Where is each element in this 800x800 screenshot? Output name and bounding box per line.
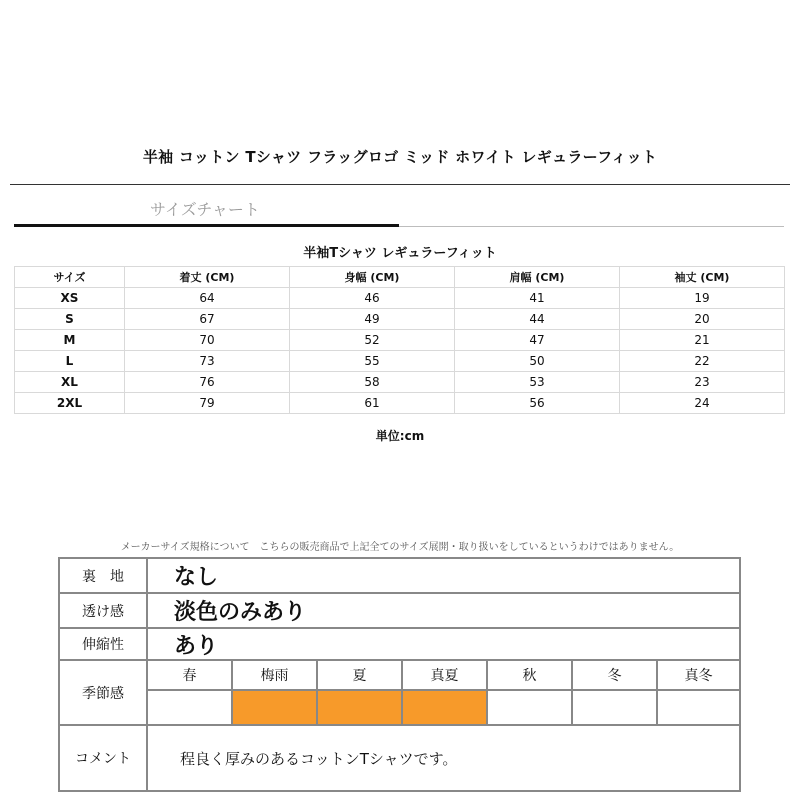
size-label: S xyxy=(15,309,125,330)
season-autumn: 秋 xyxy=(488,661,573,691)
season-indicator-autumn xyxy=(488,691,573,724)
shoulder-value: 56 xyxy=(455,393,620,414)
shoulder-value: 50 xyxy=(455,351,620,372)
size-label: 2XL xyxy=(15,393,125,414)
sleeve-value: 22 xyxy=(620,351,785,372)
table-row xyxy=(15,288,785,309)
width-value: 58 xyxy=(290,372,455,393)
width-value: 55 xyxy=(290,351,455,372)
length-value: 73 xyxy=(125,351,290,372)
length-value: 79 xyxy=(125,393,290,414)
length-value: 76 xyxy=(125,372,290,393)
maker-size-note: メーカーサイズ規格について こちらの販売商品で上記全てのサイズ展開・取り扱いをしているというわけではありません。 xyxy=(120,542,680,553)
lining-label: 裏 地 xyxy=(60,559,148,592)
table-row xyxy=(15,330,785,351)
spec-table xyxy=(58,557,741,792)
season-indicator-rainy xyxy=(233,691,318,724)
sleeve-value: 19 xyxy=(620,288,785,309)
season-midwinter: 真冬 xyxy=(658,661,739,691)
size-chart-caption: 半袖Tシャツ レギュラーフィット xyxy=(303,246,497,261)
product-title: 半袖 コットン Tシャツ フラッグロゴ ミッド ホワイト レギュラーフィット xyxy=(142,148,658,166)
table-row xyxy=(15,372,785,393)
table-row xyxy=(15,393,785,414)
shoulder-value: 53 xyxy=(455,372,620,393)
spec-row-lining xyxy=(60,559,739,594)
sheer-value: 淡色のみあり xyxy=(174,600,307,625)
tab-size-chart[interactable]: サイズチャート xyxy=(150,200,260,219)
tab-bar-divider xyxy=(399,226,784,227)
length-value: 64 xyxy=(125,288,290,309)
length-value: 70 xyxy=(125,330,290,351)
size-label: XL xyxy=(15,372,125,393)
shoulder-value: 47 xyxy=(455,330,620,351)
header-sleeve: 袖丈 (CM) xyxy=(620,267,785,288)
width-value: 61 xyxy=(290,393,455,414)
comment-label: コメント xyxy=(60,726,148,790)
season-indicator-summer xyxy=(318,691,403,724)
lining-value: なし xyxy=(174,565,219,590)
season-winter: 冬 xyxy=(573,661,658,691)
season-rainy: 梅雨 xyxy=(233,661,318,691)
season-indicator-spring xyxy=(148,691,233,724)
sleeve-value: 20 xyxy=(620,309,785,330)
sheer-label: 透け感 xyxy=(60,594,148,627)
header-size: サイズ xyxy=(15,267,125,288)
season-indicator-midsummer xyxy=(403,691,488,724)
size-chart-table xyxy=(14,266,785,414)
season-spring: 春 xyxy=(148,661,233,691)
spec-row-comment xyxy=(60,726,739,790)
table-header-row xyxy=(15,267,785,288)
table-row xyxy=(15,309,785,330)
stretch-value: あり xyxy=(174,633,219,659)
header-width: 身幅 (CM) xyxy=(290,267,455,288)
shoulder-value: 41 xyxy=(455,288,620,309)
season-label: 季節感 xyxy=(60,661,148,724)
title-divider xyxy=(10,184,790,185)
width-value: 46 xyxy=(290,288,455,309)
size-label: L xyxy=(15,351,125,372)
unit-note: 単位:cm xyxy=(375,429,425,443)
sleeve-value: 24 xyxy=(620,393,785,414)
shoulder-value: 44 xyxy=(455,309,620,330)
season-indicator-winter xyxy=(573,691,658,724)
stretch-label: 伸縮性 xyxy=(60,629,148,659)
length-value: 67 xyxy=(125,309,290,330)
spec-row-stretch xyxy=(60,629,739,661)
table-row xyxy=(15,351,785,372)
width-value: 49 xyxy=(290,309,455,330)
spec-row-season xyxy=(60,661,739,726)
sleeve-value: 23 xyxy=(620,372,785,393)
season-summer: 夏 xyxy=(318,661,403,691)
season-midsummer: 真夏 xyxy=(403,661,488,691)
season-indicator-midwinter xyxy=(658,691,739,724)
active-tab-underline xyxy=(14,224,399,227)
width-value: 52 xyxy=(290,330,455,351)
header-shoulder: 肩幅 (CM) xyxy=(455,267,620,288)
season-grid xyxy=(148,661,739,724)
spec-row-sheer xyxy=(60,594,739,629)
comment-value: 程良く厚みのあるコットンTシャツです。 xyxy=(180,749,458,768)
sleeve-value: 21 xyxy=(620,330,785,351)
header-length: 着丈 (CM) xyxy=(125,267,290,288)
size-label: XS xyxy=(15,288,125,309)
size-label: M xyxy=(15,330,125,351)
